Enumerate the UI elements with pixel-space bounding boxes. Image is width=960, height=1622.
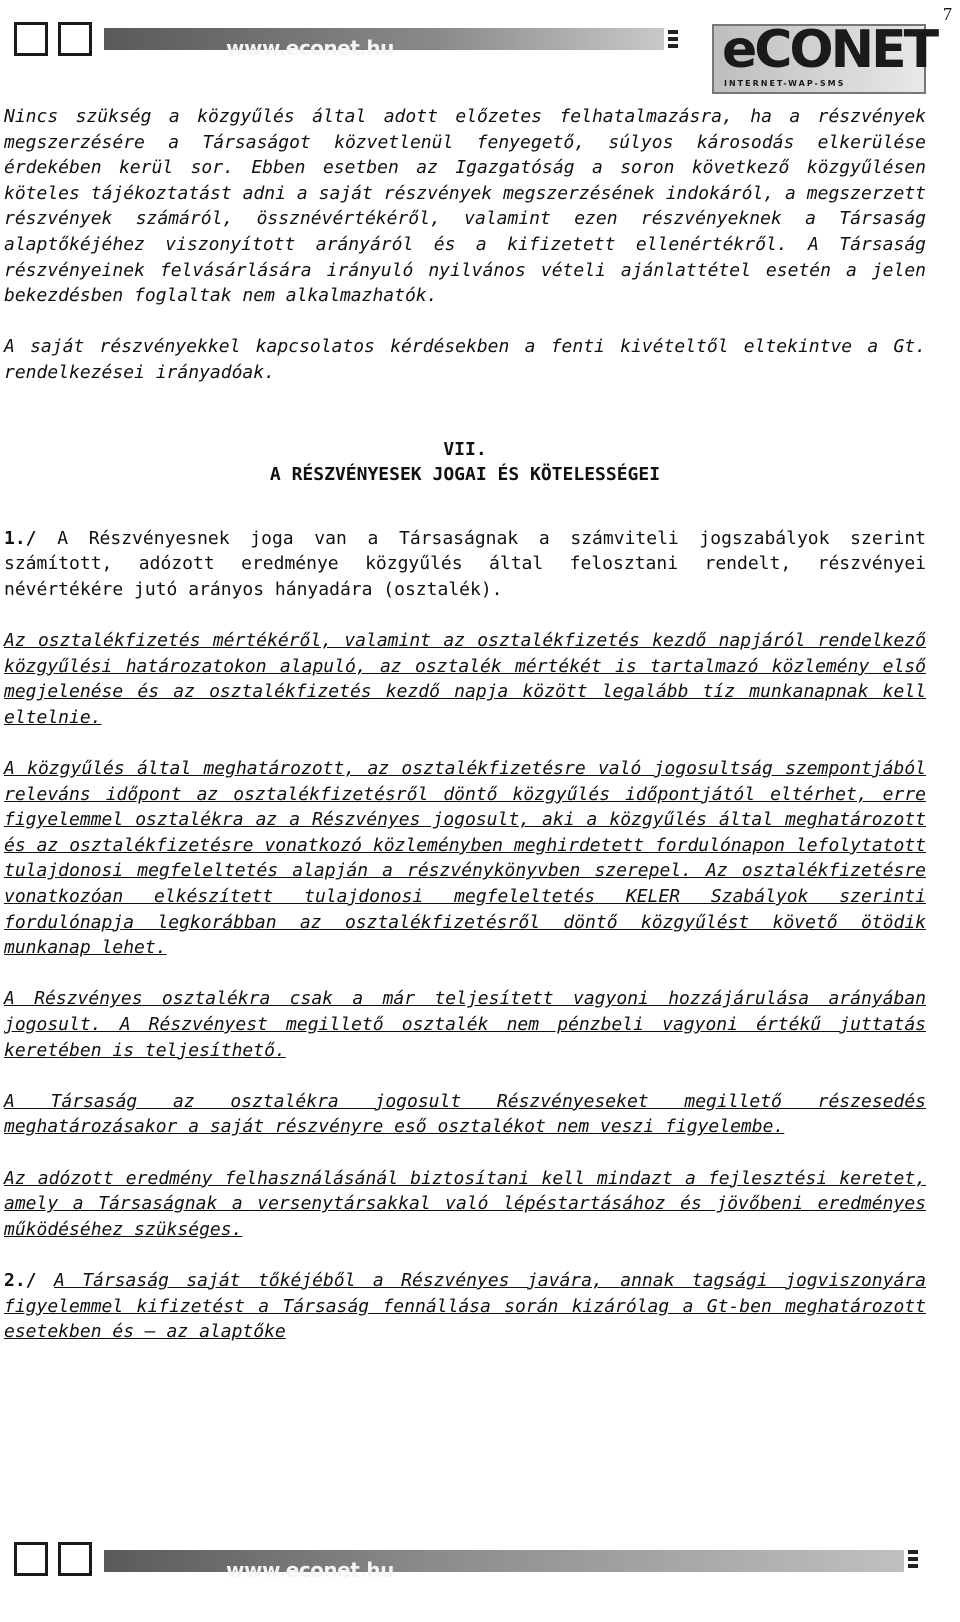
section-text: A Társaság saját tőkéjéből a Részvényes javára, annak tagsági jogviszonyára figyelemmel kifizetést a Társaság fennállása során kizárólag a Gt-ben meghatározott esetekben és – az alaptőke <box>4 1269 926 1343</box>
paragraph: A Részvényes osztalékra csak a már teljesített vagyoni hozzájárulása arányában jogosult. A Részvényest megillető osztalék nem pénzbeli vagyoni értékű juttatás keretében is teljesíthető. <box>4 988 926 1061</box>
footer-url: www.econet.hu <box>226 1558 394 1582</box>
header-url: www.econet.hu <box>226 36 394 60</box>
footer-square-icon <box>14 1542 48 1576</box>
logo-text: eCONET <box>722 20 937 80</box>
section-paragraph <box>4 526 926 603</box>
footer-banner <box>8 1538 918 1582</box>
paragraph: A Társaság az osztalékra jogosult Részvényeseket megillető részesedés meghatározásakor a saját részvényre eső osztalékot nem veszi figyelembe. <box>4 1090 926 1138</box>
section-number: 1./ <box>4 527 37 549</box>
econet-logo <box>712 20 937 94</box>
paragraph: Az adózott eredmény felhasználásánál biztosítani kell mindazt a fejlesztési keretet, amely a Társaságnak a versenytársakkal való lépéstartásához és jövőbeni eredményes működéséhez szükséges. <box>4 1167 926 1240</box>
chapter-heading <box>4 437 926 488</box>
header-square-icon <box>14 22 48 56</box>
paragraph: A saját részvényekkel kapcsolatos kérdésekben a fenti kivételtől eltekintve a Gt. rendelkezései irányadóak. <box>4 336 926 383</box>
paragraph: A közgyűlés által meghatározott, az osztalékfizetésre való jogosultság szempontjából releváns időpont az osztalékfizetésről döntő közgyűlés időpontjától eltérhet, erre figyelemmel osztalékra az a Részvényes jogosult, aki a közgyűlés által meghatározott és az osztalékfizetésre vonatkozó közleményben meghirdetett fordulónapon lefolytatott tulajdonosi megfeleltetés alapján a részvénykönyvben szerepel. Az osztalékfizetésre vonatkozóan elkészített tulajdonosi megfeleltetés KELER Szabályok szerinti fordulónapja legkorábban az osztalékfizetésről döntő közgyűlést követő ötödik munkanap lehet. <box>4 758 926 959</box>
document-body <box>4 104 926 1345</box>
chapter-title: A RÉSZVÉNYESEK JOGAI ÉS KÖTELESSÉGEI <box>269 464 661 486</box>
section-text: A Részvényesnek joga van a Társaságnak a számviteli jogszabályok szerint számított, adózott eredménye közgyűlés által felosztani rendelt, részvényei névértékére jutó arányos hányadára (osztalék). <box>4 527 926 600</box>
logo-tagline: INTERNET-WAP-SMS <box>724 79 846 88</box>
paragraph: Az osztalékfizetés mértékéről, valamint az osztalékfizetés kezdő napjáról rendelkező közgyűlési határozatokon alapuló, az osztalék mértékét is tartalmazó közlemény első megjelenése és az osztalékfizetés kezdő napja között legalább tíz munkanapnak kell eltelnie. <box>4 630 926 728</box>
header-square-icon <box>58 22 92 56</box>
footer-dots-icon <box>908 1550 918 1568</box>
chapter-number: VII. <box>443 438 487 460</box>
section-paragraph <box>4 1268 926 1345</box>
footer-square-icon <box>58 1542 92 1576</box>
header-dots-icon <box>668 30 678 48</box>
page-number: 7 <box>943 4 952 24</box>
header-bar <box>104 28 664 60</box>
section-number: 2./ <box>4 1269 37 1291</box>
header-banner <box>8 18 937 88</box>
footer-bar <box>104 1550 904 1582</box>
paragraph: Nincs szükség a közgyűlés által adott előzetes felhatalmazásra, ha a részvények megszerzésére a Társaságot közvetlenül fenyegető, súlyos károsodás elkerülése érdekében kerül sor. Ebben esetben az Igazgatóság a soron következő közgyűlésen köteles tájékoztatást adni a saját részvények megszerzésének indokáról, a megszerzett részvények számáról, össznévértékéről, valamint ezen részvényeknek a Társaság alaptőkéjéhez viszonyított arányáról és a kifizetett ellenértékről. A Társaság részvényeinek felvásárlására irányuló nyilvános vételi ajánlattétel esetén a jelen bekezdésben foglaltak nem alkalmazhatók. <box>4 106 926 307</box>
